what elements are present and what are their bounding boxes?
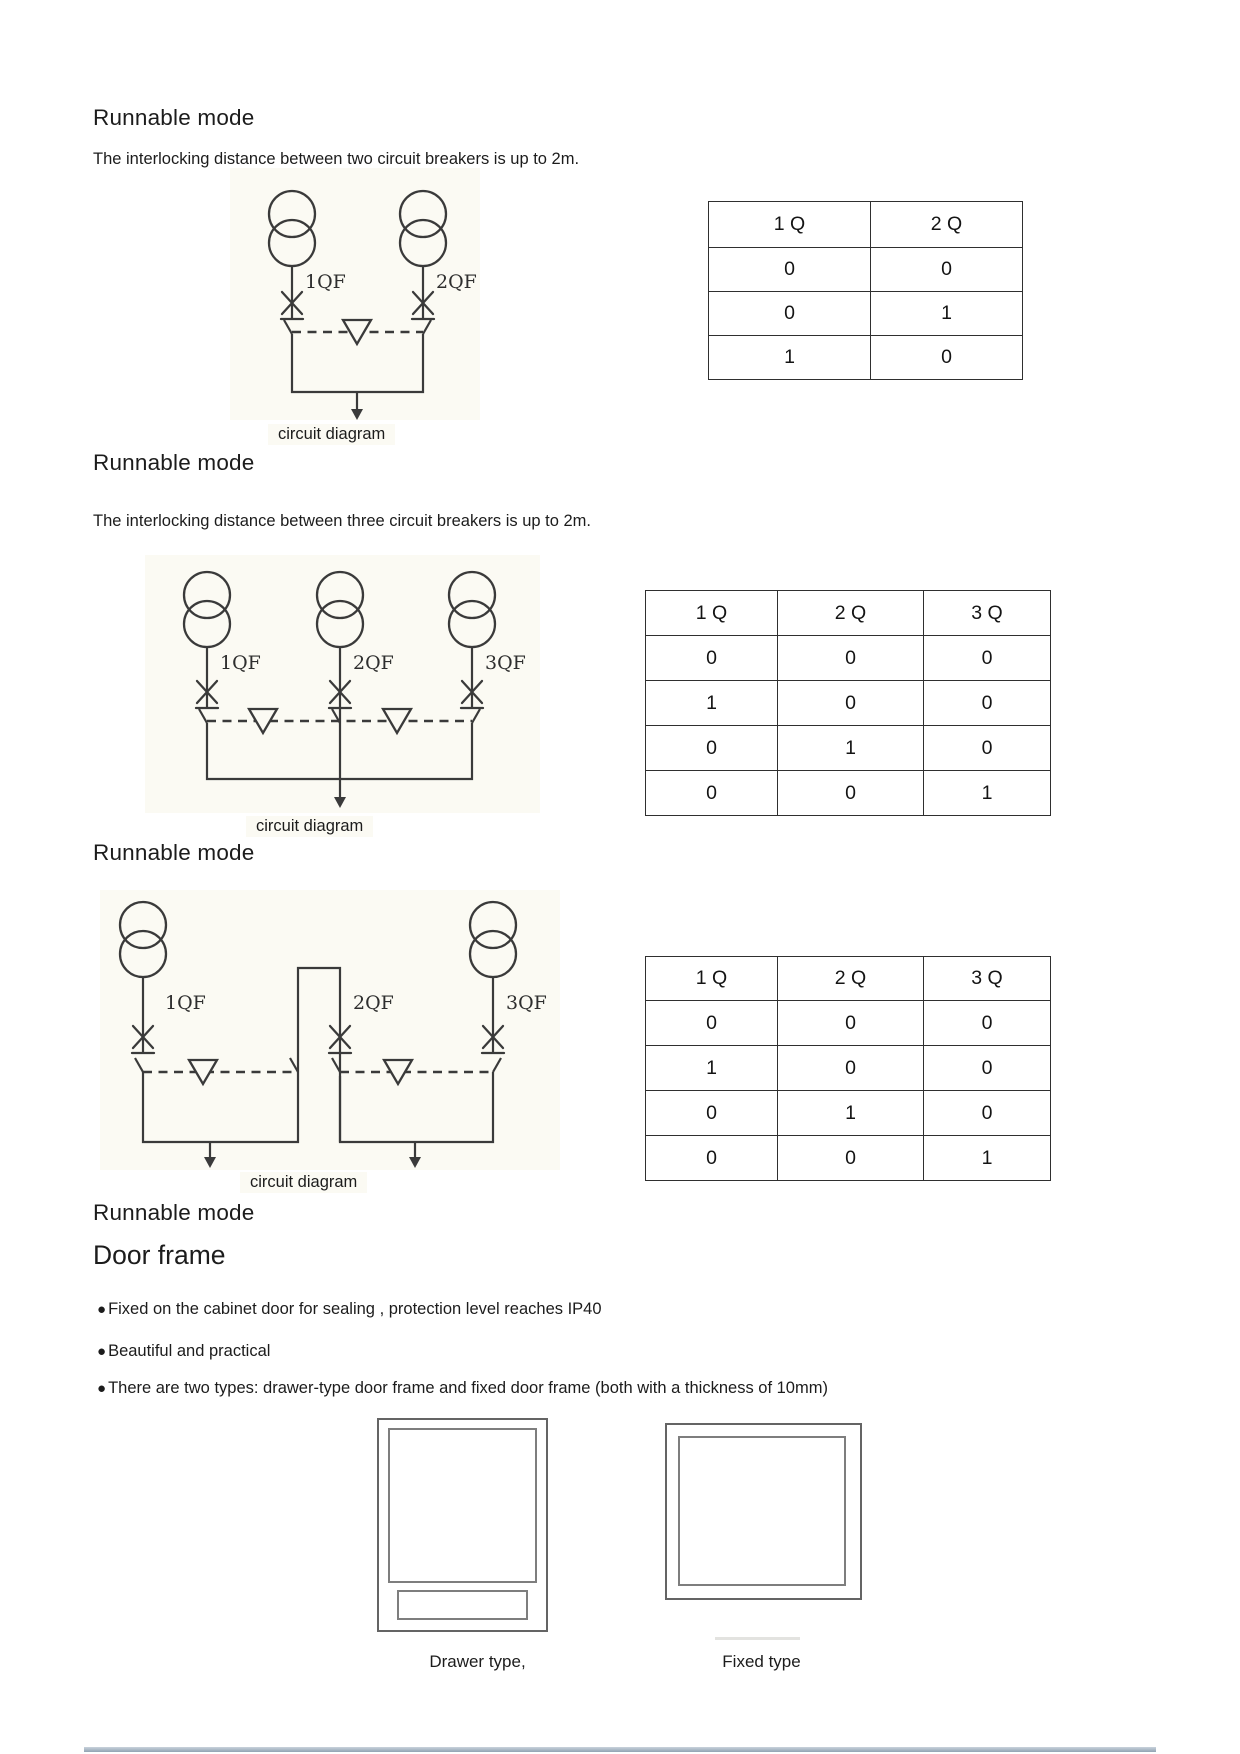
breaker-label: 2QF (353, 652, 394, 674)
interlock-truth-table-3q-split (645, 956, 1051, 1181)
table-row (646, 771, 1051, 816)
bullet-item (97, 1379, 828, 1398)
col-header-1q: 1 Q (646, 591, 778, 636)
door-panel (678, 1436, 846, 1586)
output-arrow-icon (334, 797, 346, 808)
transformer-icon (269, 191, 315, 266)
col-header-2q: 2 Q (871, 202, 1023, 248)
circuit-diagram-three-breakers (145, 555, 540, 813)
value-cell: 0 (924, 636, 1051, 681)
figure-label-drawer: Drawer type, (429, 1652, 526, 1671)
table-row (709, 248, 1023, 292)
breaker-label: 1QF (220, 652, 261, 674)
table-row (646, 1091, 1051, 1136)
drawer-type-figure (377, 1418, 548, 1632)
value-cell: 0 (709, 292, 871, 336)
page-bottom-band (84, 1747, 1156, 1752)
breaker-label: 3QF (485, 652, 526, 674)
bullet-text: Fixed on the cabinet door for sealing , protection level reaches IP40 (108, 1300, 602, 1318)
value-cell: 1 (646, 681, 778, 726)
value-cell: 1 (778, 1091, 924, 1136)
table-row (646, 1001, 1051, 1046)
bullet-item (97, 1300, 602, 1319)
section-heading-runnable-mode-4: Runnable mode (93, 1200, 255, 1225)
scan-artifact (715, 1637, 800, 1640)
value-cell: 0 (778, 1136, 924, 1181)
value-cell: 1 (924, 771, 1051, 816)
bullet-icon: ● (97, 1343, 107, 1360)
table-row (646, 681, 1051, 726)
col-header-2q: 2 Q (778, 957, 924, 1001)
diagram-caption: circuit diagram (268, 424, 395, 445)
transformer-icon (120, 902, 166, 977)
door-panel (388, 1428, 537, 1583)
table-row (709, 336, 1023, 380)
output-arrow-icon (409, 1157, 421, 1168)
diagram-caption: circuit diagram (246, 816, 373, 837)
value-cell: 0 (646, 1091, 778, 1136)
value-cell: 0 (646, 726, 778, 771)
section-heading-runnable-mode-2: Runnable mode (93, 450, 255, 475)
value-cell: 0 (709, 248, 871, 292)
value-cell: 0 (871, 336, 1023, 380)
intro-two-breakers: The interlocking distance between two circuit breakers is up to 2m. (93, 150, 580, 168)
intro-three-breakers: The interlocking distance between three circuit breakers is up to 2m. (93, 512, 591, 530)
value-cell: 0 (778, 1046, 924, 1091)
circuit-diagram-three-breakers-split (100, 890, 560, 1170)
section-heading-runnable-mode-3: Runnable mode (93, 840, 255, 865)
table-header-row (646, 957, 1051, 1001)
interlock-truth-table-2q (708, 201, 1023, 380)
transformer-icon (317, 572, 363, 647)
section-heading-runnable-mode-1: Runnable mode (93, 105, 255, 130)
table-header-row (709, 202, 1023, 248)
transformer-icon (400, 191, 446, 266)
value-cell: 1 (709, 336, 871, 380)
value-cell: 0 (646, 1136, 778, 1181)
busbar (340, 1072, 493, 1142)
transformer-icon (184, 572, 230, 647)
table-header-row (646, 591, 1051, 636)
interlock-triangle-icon (383, 709, 411, 733)
bullet-item (97, 1342, 270, 1361)
value-cell: 1 (924, 1136, 1051, 1181)
bullet-text: There are two types: drawer-type door frame and fixed door frame (both with a thickness of 10mm) (108, 1379, 828, 1397)
value-cell: 0 (646, 771, 778, 816)
transformer-icon (449, 572, 495, 647)
value-cell: 0 (924, 1091, 1051, 1136)
breaker-label: 2QF (436, 271, 477, 293)
bridge-link (298, 968, 340, 1142)
col-header-1q: 1 Q (646, 957, 778, 1001)
bullet-icon: ● (97, 1380, 107, 1397)
diagram-caption: circuit diagram (240, 1172, 367, 1193)
table-row (646, 636, 1051, 681)
section-heading-door-frame: Door frame (93, 1240, 226, 1270)
col-header-3q: 3 Q (924, 957, 1051, 1001)
transformer-icon (470, 902, 516, 977)
value-cell: 0 (646, 1001, 778, 1046)
value-cell: 0 (646, 636, 778, 681)
value-cell: 0 (871, 248, 1023, 292)
value-cell: 1 (778, 726, 924, 771)
breaker-label: 3QF (506, 992, 547, 1014)
figure-label-fixed: Fixed type (722, 1652, 801, 1671)
col-header-2q: 2 Q (778, 591, 924, 636)
col-header-1q: 1 Q (709, 202, 871, 248)
breaker-label: 1QF (165, 992, 206, 1014)
drawer-slot (397, 1590, 528, 1620)
interlock-truth-table-3q (645, 590, 1051, 816)
value-cell: 0 (924, 726, 1051, 771)
value-cell: 0 (924, 681, 1051, 726)
bullet-icon: ● (97, 1301, 107, 1318)
value-cell: 1 (646, 1046, 778, 1091)
value-cell: 0 (778, 681, 924, 726)
value-cell: 0 (924, 1001, 1051, 1046)
table-row (646, 1136, 1051, 1181)
breaker-label: 1QF (305, 271, 346, 293)
output-arrow-icon (204, 1157, 216, 1168)
fixed-type-figure (665, 1423, 862, 1600)
table-row (646, 1046, 1051, 1091)
table-row (709, 292, 1023, 336)
value-cell: 0 (778, 771, 924, 816)
circuit-diagram-two-breakers (230, 168, 480, 420)
value-cell: 0 (924, 1046, 1051, 1091)
busbar (143, 1072, 298, 1142)
value-cell: 1 (871, 292, 1023, 336)
table-row (646, 726, 1051, 771)
value-cell: 0 (778, 636, 924, 681)
output-arrow-icon (351, 409, 363, 420)
breaker-label: 2QF (353, 992, 394, 1014)
value-cell: 0 (778, 1001, 924, 1046)
col-header-3q: 3 Q (924, 591, 1051, 636)
bullet-text: Beautiful and practical (108, 1342, 271, 1360)
